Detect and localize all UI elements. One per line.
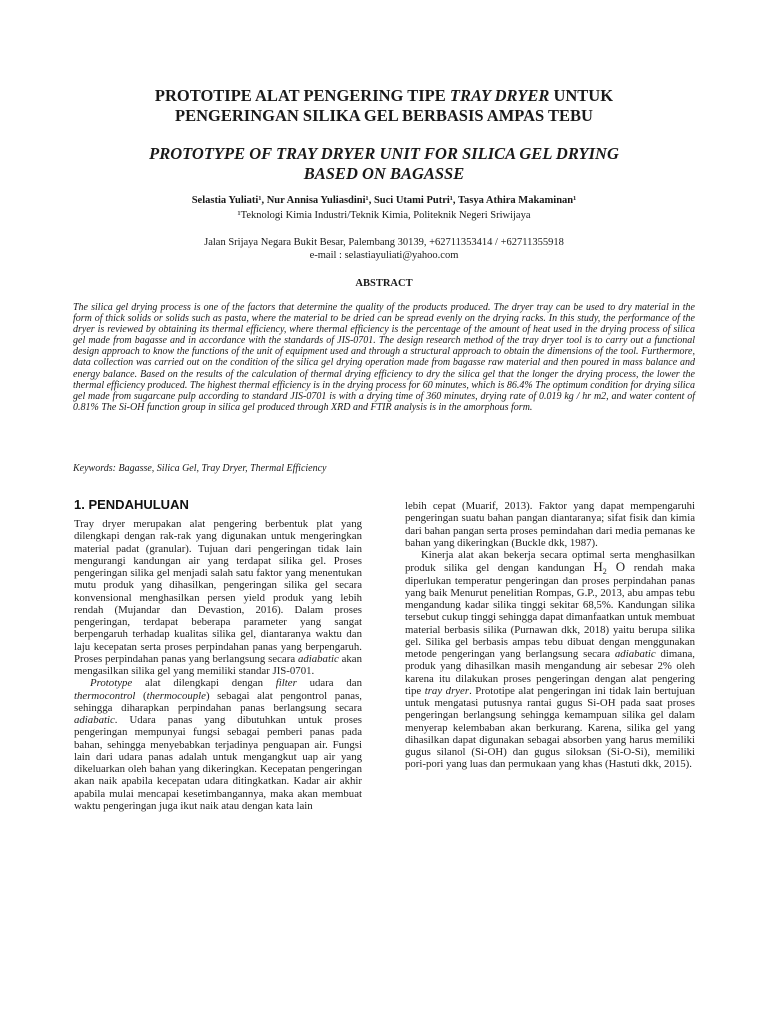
left-column bbox=[74, 497, 362, 812]
section-heading-pendahuluan: 1. PENDAHULUAN bbox=[74, 497, 189, 512]
abstract-heading: ABSTRACT bbox=[355, 278, 413, 289]
p2-a: Prototype bbox=[90, 677, 133, 690]
title-en-line1: PROTOTYPE OF TRAY DRYER UNIT FOR SILICA GEL DRYING bbox=[149, 144, 619, 163]
p2-j: . Udara panas yang dibutuhkan untuk proses pengeringan mempunyai fungsi sebagai pemberi panas pada bahan, sehingga menyebabkan terjadinya penguapan air. Fungsi lain dari udara panas adalah untuk mengangkut uap air yang dikeluarkan oleh bahan yang dikeringkan. Kecepatan pengeringan akan naik apabila kecepatan udara ditingkatkan. Kadar air akhir apabila mulai mencapai kesetimbangannya, maka akan membuat waktu pengeringan juga ikut naik atau dengan kata lain bbox=[74, 714, 362, 812]
abstract-text: The silica gel drying process is one of the factors that determine the quality of the products produced. The dryer tray can be used to dry material in the form of thick solids or solids such as pasta, where the material to be dried can be spread evenly on the drying racks. In this study, the performance of the dryer is reviewed by obtaining its thermal efficiency, where thermal efficiency is the percentage of the amount of heat used in the drying process of silica gel made from bagasse and in accordance with the standards of JIS-0701. The design research method of the tray dryer tool is to carry out a functional design approach to know the functions of the unit of equipment used and through a structural approach to obtain the dimensions of the tool. Furthermore, data collection was carried out on the condition of the silica gel drying operation made from bagasse raw material and then poured in mass balance and energy balance. Based on the results of the calculation of thermal drying efficiency to dry the silica gel that the longer the drying process, the lower the thermal efficiency produced. The highest thermal efficiency is in the drying process for 60 minutes, which is 86.4% The optimum condition for drying silica gel made from sugarcane pulp according to standard JIS-0701 is with a drying time of 360 minutes, drying rate of 0.019 kg / hr m2, and water content of 0.81% The Si-OH function group in silica gel produced through XRD and FTIR analysis is in the amorphous form. bbox=[73, 302, 695, 413]
p2-e: thermocontrol bbox=[74, 689, 136, 702]
p4-sub: 2 bbox=[602, 567, 607, 577]
paragraph-2 bbox=[74, 677, 362, 812]
title-english bbox=[60, 144, 708, 184]
title-id-line2: PENGERINGAN SILIKA GEL BERBASIS AMPAS TEBU bbox=[175, 106, 593, 125]
p2-i: adiabatic bbox=[74, 714, 115, 726]
affiliation: ¹Teknologi Kimia Industri/Teknik Kimia, Politeknik Negeri Sriwijaya bbox=[237, 210, 531, 221]
paragraph-4 bbox=[405, 549, 695, 771]
paragraph-3: lebih cepat (Muarif, 2013). Faktor yang dapat mempengaruhi pengeringan suatu bahan pangan diantaranya; sifat fisik dan kimia dari bahan pangan serta proses pemindahan dari media pemanas ke bahan yang dikeringkan (Buckle dkk, 1987). bbox=[405, 500, 695, 549]
p2-d: udara dan bbox=[296, 677, 362, 690]
title-id-part2: UNTUK bbox=[549, 86, 614, 105]
title-indonesian bbox=[60, 86, 708, 126]
p1-text: Tray dryer merupakan alat pengering berbentuk plat yang dilengkapi dengan rak-rak yang digunakan untuk mengeringkan material padat (granular). Tujuan dari pengeringan tidak lain mengurangi kandungan air yang terdapat silika gel. Proses pengeringan silika gel menjadi salah satu faktor yang menentukan mutu produk yang dihasilkan, pengeringan silika gel secara konvensional menghasilkan persen yield produk yang lebih rendah (Mujandar dan Devastion, 2016). Dalam proses pengeringan, terdapat beberapa parameter yang sangat berpengaruh terhadap kualitas silika gel, diantaranya waktu dan laju kecepatan serta proses perpindahan panas yang berpengaruh. Proses perpindahan panas yang berlangsung secara bbox=[74, 518, 362, 665]
p4-a: Kinerja alat akan bekerja secara optimal serta menghasilkan produk silika gel dengan kandungan bbox=[405, 549, 695, 575]
p4-h: H bbox=[593, 559, 603, 575]
title-id-italic: TRAY DRYER bbox=[449, 86, 550, 105]
p2-f: ( bbox=[135, 689, 147, 702]
p2-g: thermocouple bbox=[146, 689, 206, 702]
address: Jalan Srijaya Negara Bukit Besar, Palembang 30139, +62711353414 / +62711355918 bbox=[204, 237, 564, 248]
p4-o: O bbox=[606, 559, 626, 575]
right-column bbox=[405, 500, 695, 771]
p2-b: alat dilengkapi dengan bbox=[132, 677, 276, 690]
title-en-line2: BASED ON BAGASSE bbox=[303, 164, 465, 183]
p4-b: rendah maka diperlukan temperatur pengeringan dan proses perpindahan panas yang baik Menurut penelitian Rompas, G.P., 2013, abu ampas tebu mengandung kadar silika tinggi sekitar 68,5%. Kandungan silika tersebut cukup tinggi sehingga dapat dimanfaatkan untuk membuat material berbasis silika (Purnawan dkk, 2018) yaitu berupa silika gel. Silika gel berbasis ampas tebu dibuat dengan menggunakan metode pengeringan yang berlangsung secara bbox=[405, 562, 696, 660]
keywords: Keywords: Bagasse, Silica Gel, Tray Dryer, Thermal Efficiency bbox=[73, 463, 327, 474]
paragraph-1 bbox=[74, 518, 362, 677]
p4-f: . Prototipe alat pengeringan ini tidak lain bertujuan untuk mengatasi putusnya rantai gugus Si-OH pada saat proses pengeringan berlangsung sehingga kemampuan silika gel dalam menyerap kelembaban akan berkurang. Karena, silika gel yang dihasilkan dapat digunakan sebagai absorben yang harus memiliki gugus silanol (Si-OH) dan gugus siloksan (Si-O-Si), memiliki pori-pori yang luas dan permukaan yang khas (Hastuti dkk, 2015). bbox=[405, 684, 696, 771]
p4-d: dimana, produk yang dihasilkan masih mengandung air sebesar 2% oleh karena itu dilakukan proses pengeringan dengan alat pengering tipe bbox=[405, 648, 695, 697]
title-id-part1: PROTOTIPE ALAT PENGERING TIPE bbox=[154, 86, 450, 105]
email: e-mail : selastiayuliati@yahoo.com bbox=[309, 250, 459, 261]
p4-c: adiabatic bbox=[614, 648, 656, 660]
p2-c: filter bbox=[275, 677, 297, 690]
p4-e: tray dryer bbox=[424, 684, 470, 697]
author-list: Selastia Yuliati¹, Nur Annisa Yuliasdini¹, Suci Utami Putri¹, Tasya Athira Makaminan¹ bbox=[191, 195, 577, 206]
p1-italic: adiabatic bbox=[297, 652, 339, 665]
p1-end: akan mengasilkan silika gel yang memiliki standar JIS-0701. bbox=[74, 652, 362, 677]
p2-h: ) sebagai alat pengontrol panas, sehingga diharapkan perpindahan panas berlangsung secara bbox=[74, 689, 362, 714]
